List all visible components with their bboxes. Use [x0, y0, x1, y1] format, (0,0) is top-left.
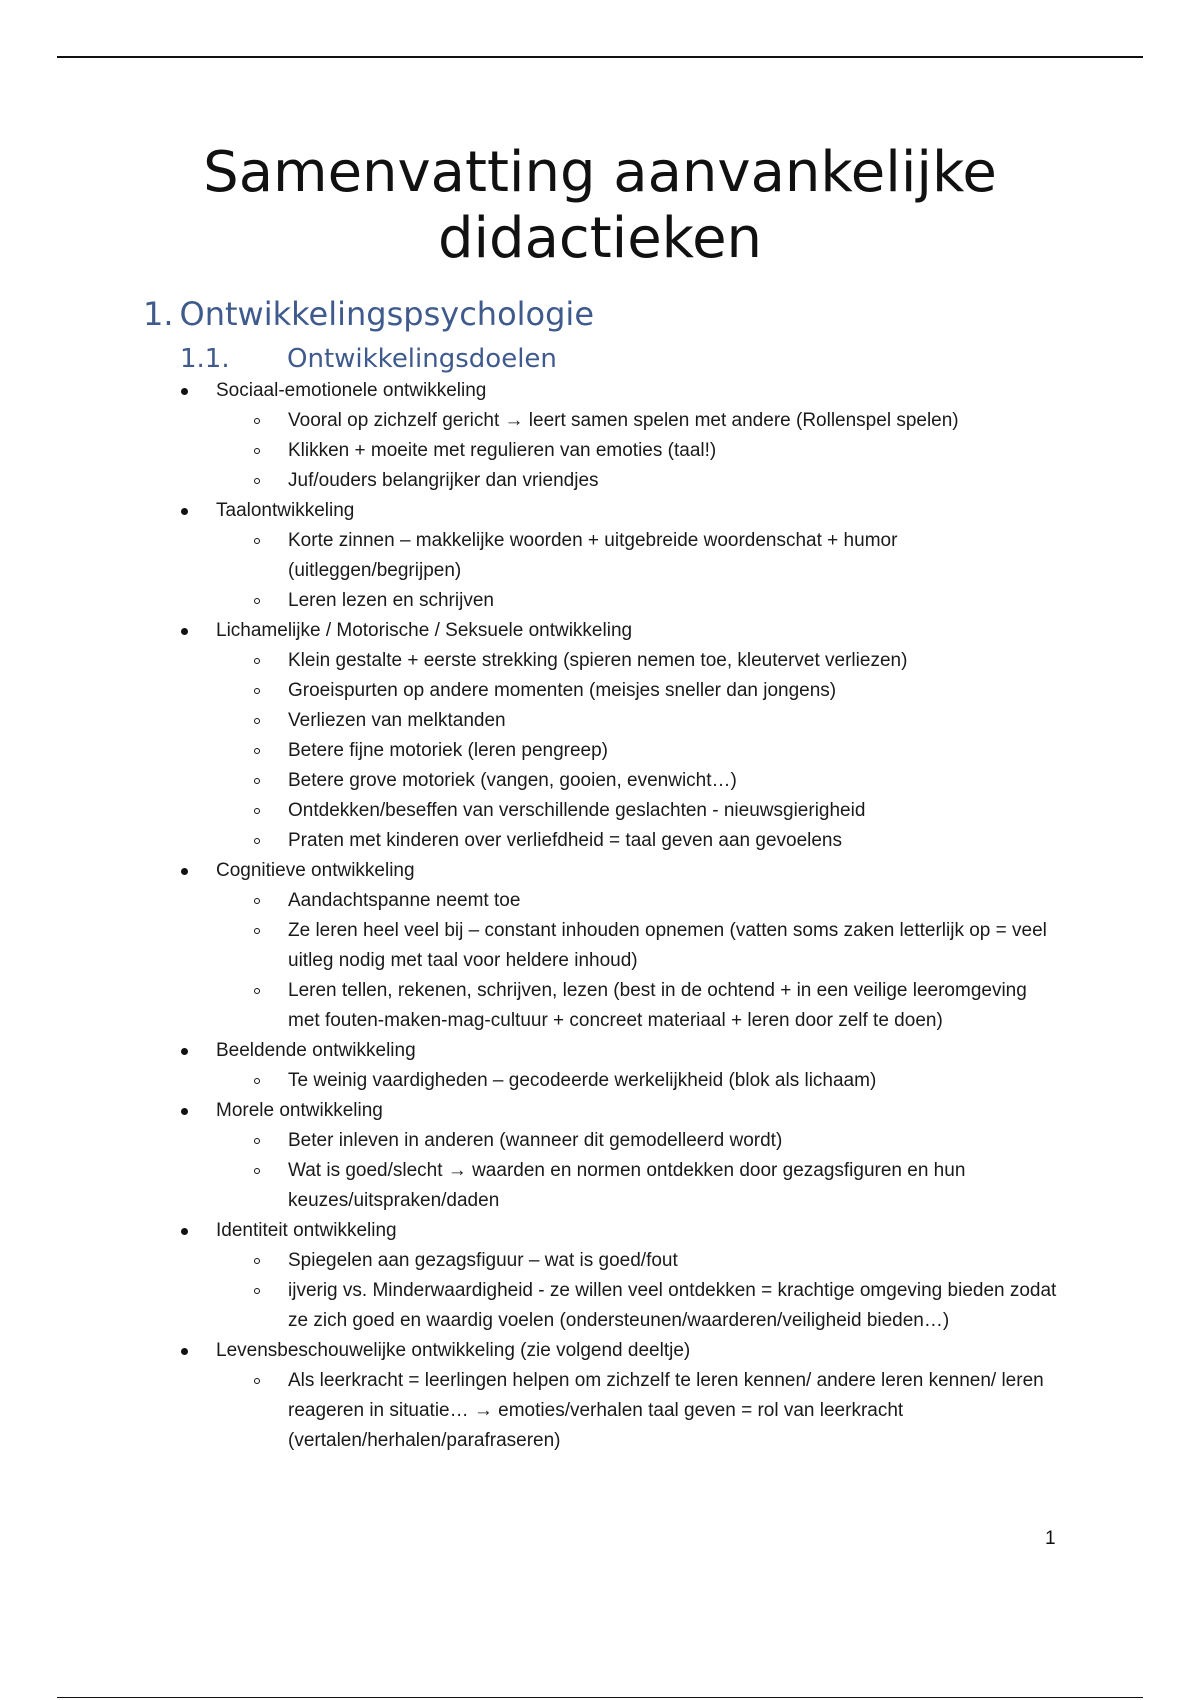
bullet-icon	[181, 1348, 188, 1355]
circle-bullet-icon	[254, 478, 260, 484]
section-label: Morele ontwikkeling	[216, 1100, 383, 1121]
sub-item-text: Klikken + moeite met regulieren van emoties (taal!)	[288, 440, 717, 461]
bullet-icon	[181, 508, 188, 515]
heading-2-number: 1.1.	[180, 344, 230, 374]
sub-item	[0, 706, 1200, 736]
section-item	[0, 1036, 1200, 1066]
sub-item-text: Verliezen van melktanden	[288, 710, 506, 731]
sub-item-text: Als leerkracht = leerlingen helpen om zichzelf te leren kennen/ andere leren kennen/ leren reageren in situatie… → emoties/verhalen taal geven = rol van leerkracht (vertalen/herhalen/parafraseren)	[288, 1370, 1044, 1451]
sub-item-text: Ontdekken/beseffen van verschillende geslachten - nieuwsgierigheid	[288, 800, 866, 821]
footer-rule	[57, 1697, 1143, 1698]
circle-bullet-icon	[254, 988, 260, 994]
sub-item-text: Klein gestalte + eerste strekking (spieren nemen toe, kleutervet verliezen)	[288, 650, 908, 671]
section-label: Taalontwikkeling	[216, 500, 355, 521]
circle-bullet-icon	[254, 1168, 260, 1174]
bullet-icon	[181, 1108, 188, 1115]
bullet-icon	[181, 388, 188, 395]
sub-item	[0, 1366, 1200, 1456]
sub-item	[0, 406, 1200, 436]
sub-item-text: Leren tellen, rekenen, schrijven, lezen (best in de ochtend + in een veilige leeromgeving met fouten-maken-mag-cultuur + concreet materiaal + leren door zelf te doen)	[288, 980, 1027, 1031]
sub-item-text: Betere grove motoriek (vangen, gooien, evenwicht…)	[288, 770, 737, 791]
sub-item-text: Te weinig vaardigheden – gecodeerde werkelijkheid (blok als lichaam)	[288, 1070, 877, 1091]
sub-item	[0, 586, 1200, 616]
sub-item-text: Ze leren heel veel bij – constant inhouden opnemen (vatten soms zaken letterlijk op = veel uitleg nodig met taal voor heldere inhoud)	[288, 920, 1047, 971]
section-item	[0, 376, 1200, 406]
heading-2	[180, 342, 557, 376]
heading-1-number: 1.	[143, 295, 174, 333]
bullet-icon	[181, 628, 188, 635]
circle-bullet-icon	[254, 1288, 260, 1294]
section-item	[0, 496, 1200, 526]
sub-item	[0, 736, 1200, 766]
section-item	[0, 616, 1200, 646]
section-item	[0, 1336, 1200, 1366]
sub-item	[0, 1156, 1200, 1216]
circle-bullet-icon	[254, 928, 260, 934]
section-label: Sociaal-emotionele ontwikkeling	[216, 380, 487, 401]
sub-item	[0, 466, 1200, 496]
page-number: 1	[1045, 1528, 1056, 1549]
circle-bullet-icon	[254, 1258, 260, 1264]
section-item	[0, 856, 1200, 886]
sub-item	[0, 826, 1200, 856]
bullet-list	[0, 376, 1200, 1456]
circle-bullet-icon	[254, 1078, 260, 1084]
section-label: Lichamelijke / Motorische / Seksuele ontwikkeling	[216, 620, 633, 641]
sub-item-text: Juf/ouders belangrijker dan vriendjes	[288, 470, 599, 491]
circle-bullet-icon	[254, 418, 260, 424]
section-item	[0, 1096, 1200, 1126]
sub-item-text: Aandachtspanne neemt toe	[288, 890, 521, 911]
bullet-icon	[181, 1228, 188, 1235]
heading-1	[143, 294, 594, 334]
sub-item	[0, 916, 1200, 976]
sub-item	[0, 526, 1200, 586]
sub-item	[0, 676, 1200, 706]
sub-item	[0, 1126, 1200, 1156]
sub-item-text: Beter inleven in anderen (wanneer dit gemodelleerd wordt)	[288, 1130, 783, 1151]
title-line-1: Samenvatting aanvankelijke	[203, 140, 997, 205]
section-label: Beeldende ontwikkeling	[216, 1040, 416, 1061]
section-label: Identiteit ontwikkeling	[216, 1220, 397, 1241]
sub-item-text: Betere fijne motoriek (leren pengreep)	[288, 740, 609, 761]
sub-item	[0, 796, 1200, 826]
sub-item-text: Leren lezen en schrijven	[288, 590, 494, 611]
heading-2-text: Ontwikkelingsdoelen	[287, 344, 557, 374]
circle-bullet-icon	[254, 748, 260, 754]
sub-item-text: ijverig vs. Minderwaardigheid - ze willen veel ontdekken = krachtige omgeving bieden zodat ze zich goed en waardig voelen (ondersteunen/waarderen/veiligheid bieden…)	[288, 1280, 1057, 1331]
sub-item	[0, 1276, 1200, 1336]
circle-bullet-icon	[254, 718, 260, 724]
header-rule	[57, 56, 1143, 58]
section-label: Levensbeschouwelijke ontwikkeling (zie volgend deeltje)	[216, 1340, 691, 1361]
sub-item	[0, 646, 1200, 676]
bullet-icon	[181, 868, 188, 875]
circle-bullet-icon	[254, 898, 260, 904]
sub-item-text: Vooral op zichzelf gericht → leert samen spelen met andere (Rollenspel spelen)	[288, 410, 959, 431]
sub-item	[0, 766, 1200, 796]
sub-item	[0, 1066, 1200, 1096]
circle-bullet-icon	[254, 808, 260, 814]
circle-bullet-icon	[254, 658, 260, 664]
sub-item	[0, 1246, 1200, 1276]
circle-bullet-icon	[254, 538, 260, 544]
sub-item	[0, 886, 1200, 916]
circle-bullet-icon	[254, 1378, 260, 1384]
circle-bullet-icon	[254, 778, 260, 784]
section-label: Cognitieve ontwikkeling	[216, 860, 415, 881]
heading-1-text: Ontwikkelingspsychologie	[179, 295, 594, 333]
circle-bullet-icon	[254, 688, 260, 694]
sub-item-text: Wat is goed/slecht → waarden en normen ontdekken door gezagsfiguren en hun keuzes/uitspraken/daden	[288, 1160, 966, 1211]
document-title	[0, 140, 1200, 272]
bullet-icon	[181, 1048, 188, 1055]
sub-item	[0, 976, 1200, 1036]
circle-bullet-icon	[254, 448, 260, 454]
sub-item-text: Korte zinnen – makkelijke woorden + uitgebreide woordenschat + humor (uitleggen/begrijpen)	[288, 530, 898, 581]
sub-item-text: Praten met kinderen over verliefdheid = taal geven aan gevoelens	[288, 830, 842, 851]
circle-bullet-icon	[254, 1138, 260, 1144]
sub-item	[0, 436, 1200, 466]
sub-item-text: Spiegelen aan gezagsfiguur – wat is goed/fout	[288, 1250, 678, 1271]
circle-bullet-icon	[254, 838, 260, 844]
section-item	[0, 1216, 1200, 1246]
title-line-2: didactieken	[437, 206, 763, 271]
circle-bullet-icon	[254, 598, 260, 604]
sub-item-text: Groeispurten op andere momenten (meisjes sneller dan jongens)	[288, 680, 837, 701]
